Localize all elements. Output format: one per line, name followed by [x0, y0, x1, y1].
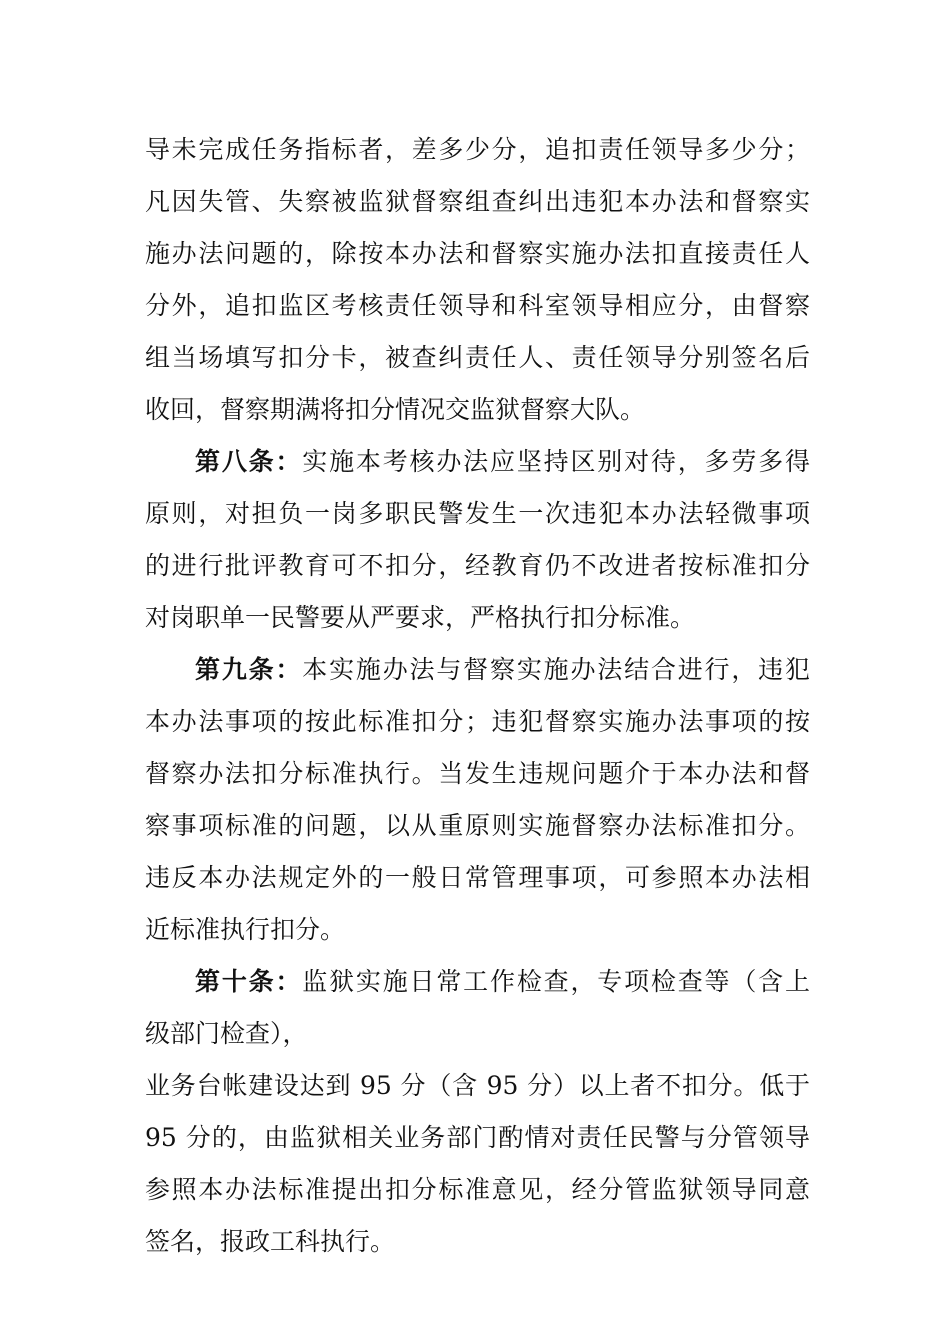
text-line: 本办法事项的按此标准扣分；违犯督察实施办法事项的按: [145, 707, 810, 736]
paragraph-continuation: [145, 124, 810, 436]
article-first-line: [145, 436, 810, 488]
text-line: 的进行批评教育可不扣分，经教育仍不改进者按标准扣分: [145, 551, 810, 580]
text-line: 施办法问题的，除按本办法和督察实施办法扣直接责任人: [145, 239, 810, 268]
article-9: [145, 644, 810, 956]
text-line: 导未完成任务指标者，差多少分，追扣责任领导多少分；: [145, 135, 810, 164]
text-line: 督察办法扣分标准执行。当发生违规问题介于本办法和督: [145, 759, 810, 788]
article-text: 实施本考核办法应坚持区别对待，多劳多得: [302, 447, 810, 476]
text-line: 近标准执行扣分。: [145, 915, 346, 944]
article-first-line: [145, 644, 810, 696]
text-line: 级部门检查），: [145, 1019, 308, 1048]
text-line: 收回，督察期满将扣分情况交监狱督察大队。: [145, 395, 646, 424]
text-line: 95 分的，由监狱相关业务部门酌情对责任民警与分管领导: [145, 1123, 810, 1152]
article-first-line: [145, 956, 810, 1008]
article-text: 监狱实施日常工作检查，专项检查等（含上: [302, 967, 810, 996]
article-heading: 第十条：: [195, 967, 303, 996]
text-line: 凡因失管、失察被监狱督察组查纠出违犯本办法和督察实: [145, 187, 810, 216]
article-8: [145, 436, 810, 644]
paragraph-ledger: [145, 1060, 810, 1268]
text-line: 违反本办法规定外的一般日常管理事项，可参照本办法相: [145, 863, 810, 892]
article-heading: 第八条：: [195, 447, 303, 476]
text-line: 组当场填写扣分卡，被查纠责任人、责任领导分别签名后: [145, 343, 810, 372]
document-page: [145, 124, 810, 1268]
text-line: 对岗职单一民警要从严要求，严格执行扣分标准。: [145, 603, 696, 632]
article-heading: 第九条：: [195, 655, 303, 684]
text-line: 业务台帐建设达到 95 分（含 95 分）以上者不扣分。低于: [145, 1071, 810, 1100]
text-line: 签名，报政工科执行。: [145, 1227, 396, 1256]
text-line: 原则，对担负一岗多职民警发生一次违犯本办法轻微事项: [145, 499, 810, 528]
article-text: 本实施办法与督察实施办法结合进行，违犯: [302, 655, 810, 684]
article-10: [145, 956, 810, 1060]
text-line: 察事项标准的问题，以从重原则实施督察办法标准扣分。: [145, 811, 810, 840]
text-line: 参照本办法标准提出扣分标准意见，经分管监狱领导同意: [145, 1175, 810, 1204]
text-line: 分外，追扣监区考核责任领导和科室领导相应分，由督察: [145, 291, 810, 320]
